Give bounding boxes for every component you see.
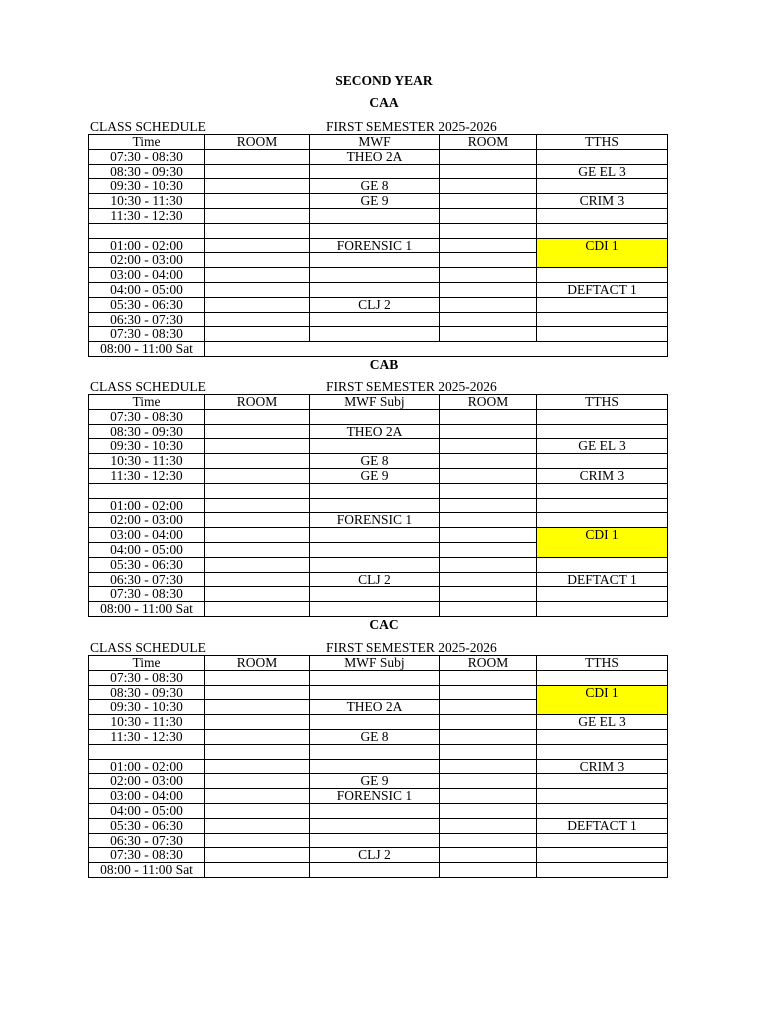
time-cell: 06:30 - 07:30 [89, 312, 205, 327]
room-cell [440, 253, 537, 268]
tths-subject-cell: GE EL 3 [537, 715, 668, 730]
room-cell [440, 208, 537, 223]
table-row [89, 774, 668, 789]
room-cell [205, 759, 310, 774]
tths-subject-cell [537, 729, 668, 744]
table-row [89, 803, 668, 818]
tths-subject-cell [537, 179, 668, 194]
room-cell [205, 223, 310, 238]
room-cell [205, 439, 310, 454]
mwf-subject-cell [310, 327, 440, 342]
mwf-subject-cell [310, 282, 440, 297]
room-cell [440, 587, 537, 602]
mwf-subject-cell [310, 409, 440, 424]
room-cell [205, 774, 310, 789]
mwf-subject-cell [310, 685, 440, 700]
table-header-row [89, 395, 668, 410]
tths-subject-cell: DEFTACT 1 [537, 818, 668, 833]
time-cell: 07:30 - 08:30 [89, 670, 205, 685]
tths-subject-cell: GE EL 3 [537, 439, 668, 454]
room-cell [205, 863, 310, 878]
table-row [89, 685, 668, 700]
time-cell: 08:30 - 09:30 [89, 424, 205, 439]
room-cell [440, 715, 537, 730]
table-row [89, 268, 668, 283]
tths-subject-cell: CDI 1 [537, 528, 668, 558]
tths-subject-cell: DEFTACT 1 [537, 572, 668, 587]
time-cell [89, 223, 205, 238]
tths-subject-cell: CRIM 3 [537, 468, 668, 483]
time-cell: 08:00 - 11:00 Sat [89, 863, 205, 878]
table-row [89, 863, 668, 878]
room-cell [440, 179, 537, 194]
time-cell: 05:30 - 06:30 [89, 818, 205, 833]
tths-subject-cell [537, 297, 668, 312]
page-title: SECOND YEAR [335, 73, 433, 88]
room-cell [205, 468, 310, 483]
tths-subject-cell: DEFTACT 1 [537, 282, 668, 297]
column-header: MWF Subj [310, 395, 440, 410]
room-cell [440, 439, 537, 454]
table-row [89, 483, 668, 498]
tths-subject-cell [537, 602, 668, 617]
time-cell [89, 483, 205, 498]
room-cell [205, 164, 310, 179]
class-schedule-label: CLASS SCHEDULE [90, 640, 206, 655]
mwf-subject-cell [310, 483, 440, 498]
room-cell [440, 700, 537, 715]
table-row [89, 312, 668, 327]
class-schedule-label: CLASS SCHEDULE [90, 379, 206, 394]
room-cell [205, 179, 310, 194]
column-header: MWF Subj [310, 656, 440, 671]
mwf-subject-cell [310, 744, 440, 759]
table-header-row [89, 135, 668, 150]
mwf-subject-cell: THEO 2A [310, 424, 440, 439]
room-cell [205, 833, 310, 848]
class-schedule-label: CLASS SCHEDULE [90, 119, 206, 134]
mwf-subject-cell: GE 8 [310, 729, 440, 744]
time-cell: 09:30 - 10:30 [89, 179, 205, 194]
table-row [89, 208, 668, 223]
room-cell [440, 685, 537, 700]
room-cell [205, 268, 310, 283]
room-cell [440, 468, 537, 483]
column-header: MWF [310, 135, 440, 150]
column-header: ROOM [440, 656, 537, 671]
room-cell [440, 818, 537, 833]
time-cell: 02:00 - 03:00 [89, 774, 205, 789]
tths-subject-cell [537, 327, 668, 342]
schedule-table [88, 394, 668, 617]
room-cell [440, 327, 537, 342]
column-header: ROOM [205, 656, 310, 671]
tths-subject-cell [537, 424, 668, 439]
room-cell [440, 848, 537, 863]
tths-subject-cell [537, 409, 668, 424]
time-cell: 04:00 - 05:00 [89, 282, 205, 297]
room-cell [440, 483, 537, 498]
table-row [89, 833, 668, 848]
tths-subject-cell [537, 498, 668, 513]
mwf-subject-cell: GE 8 [310, 454, 440, 469]
table-row [89, 513, 668, 528]
room-cell [440, 268, 537, 283]
time-cell: 09:30 - 10:30 [89, 439, 205, 454]
room-cell [440, 670, 537, 685]
mwf-subject-cell [310, 498, 440, 513]
mwf-subject-cell [310, 818, 440, 833]
room-cell [440, 454, 537, 469]
tths-subject-cell: CDI 1 [537, 238, 668, 268]
tths-subject-cell: CRIM 3 [537, 759, 668, 774]
table-row [89, 789, 668, 804]
time-cell: 03:00 - 04:00 [89, 789, 205, 804]
section-title: CAB [369, 357, 399, 372]
time-cell: 01:00 - 02:00 [89, 759, 205, 774]
mwf-subject-cell [310, 670, 440, 685]
room-cell [205, 848, 310, 863]
semester-label: FIRST SEMESTER 2025-2026 [326, 379, 497, 394]
time-cell: 08:00 - 11:00 Sat [89, 342, 205, 357]
table-header-row [89, 656, 668, 671]
time-cell: 01:00 - 02:00 [89, 498, 205, 513]
mwf-subject-cell [310, 164, 440, 179]
room-cell [205, 454, 310, 469]
tths-subject-cell [537, 744, 668, 759]
table-row [89, 454, 668, 469]
table-row [89, 194, 668, 209]
mwf-subject-cell: FORENSIC 1 [310, 513, 440, 528]
mwf-subject-cell: THEO 2A [310, 700, 440, 715]
table-row [89, 439, 668, 454]
room-cell [205, 409, 310, 424]
tths-subject-cell [537, 223, 668, 238]
tths-subject-cell [537, 587, 668, 602]
tths-subject-cell [537, 774, 668, 789]
time-cell: 07:30 - 08:30 [89, 848, 205, 863]
room-cell [440, 528, 537, 543]
time-cell: 08:30 - 09:30 [89, 164, 205, 179]
room-cell [205, 238, 310, 253]
table-row [89, 238, 668, 253]
mwf-subject-cell: GE 9 [310, 468, 440, 483]
room-cell [205, 483, 310, 498]
room-cell [440, 164, 537, 179]
room-cell [205, 685, 310, 700]
mwf-subject-cell [310, 528, 440, 543]
table-row [89, 729, 668, 744]
tths-subject-cell [537, 483, 668, 498]
time-cell: 11:30 - 12:30 [89, 468, 205, 483]
room-cell [440, 238, 537, 253]
time-cell: 08:00 - 11:00 Sat [89, 602, 205, 617]
time-cell: 03:00 - 04:00 [89, 528, 205, 543]
room-cell [205, 670, 310, 685]
mwf-subject-cell [310, 587, 440, 602]
column-header: TTHS [537, 395, 668, 410]
table-row [89, 557, 668, 572]
room-cell [205, 715, 310, 730]
room-cell [440, 759, 537, 774]
tths-subject-cell [537, 557, 668, 572]
tths-subject-cell [537, 268, 668, 283]
room-cell [440, 297, 537, 312]
mwf-subject-cell [310, 253, 440, 268]
mwf-subject-cell: FORENSIC 1 [310, 238, 440, 253]
column-header: ROOM [440, 395, 537, 410]
time-cell: 07:30 - 08:30 [89, 587, 205, 602]
merged-cell [205, 342, 668, 357]
room-cell [440, 729, 537, 744]
table-row [89, 327, 668, 342]
mwf-subject-cell: GE 9 [310, 774, 440, 789]
mwf-subject-cell [310, 268, 440, 283]
mwf-subject-cell [310, 863, 440, 878]
tths-subject-cell [537, 454, 668, 469]
column-header: ROOM [205, 135, 310, 150]
room-cell [205, 327, 310, 342]
room-cell [440, 513, 537, 528]
room-cell [205, 803, 310, 818]
mwf-subject-cell: CLJ 2 [310, 572, 440, 587]
section-title: CAA [369, 95, 399, 110]
column-header: Time [89, 656, 205, 671]
room-cell [205, 744, 310, 759]
table-row [89, 572, 668, 587]
room-cell [440, 833, 537, 848]
time-cell: 06:30 - 07:30 [89, 572, 205, 587]
room-cell [205, 572, 310, 587]
semester-label: FIRST SEMESTER 2025-2026 [326, 640, 497, 655]
mwf-subject-cell [310, 208, 440, 223]
table-row [89, 179, 668, 194]
mwf-subject-cell [310, 439, 440, 454]
room-cell [205, 557, 310, 572]
schedule-table [88, 655, 668, 878]
room-cell [205, 729, 310, 744]
mwf-subject-cell: CLJ 2 [310, 848, 440, 863]
table-row [89, 164, 668, 179]
room-cell [205, 312, 310, 327]
room-cell [205, 253, 310, 268]
room-cell [205, 208, 310, 223]
time-cell: 01:00 - 02:00 [89, 238, 205, 253]
room-cell [205, 700, 310, 715]
tths-subject-cell [537, 149, 668, 164]
column-header: Time [89, 395, 205, 410]
tths-subject-cell [537, 312, 668, 327]
room-cell [440, 557, 537, 572]
room-cell [440, 498, 537, 513]
schedule-table [88, 134, 668, 357]
room-cell [440, 424, 537, 439]
room-cell [205, 498, 310, 513]
room-cell [205, 528, 310, 543]
time-cell: 07:30 - 08:30 [89, 327, 205, 342]
room-cell [440, 789, 537, 804]
time-cell: 04:00 - 05:00 [89, 803, 205, 818]
table-row [89, 744, 668, 759]
time-cell: 03:00 - 04:00 [89, 268, 205, 283]
table-row [89, 342, 668, 357]
table-row [89, 759, 668, 774]
table-row [89, 848, 668, 863]
semester-label: FIRST SEMESTER 2025-2026 [326, 119, 497, 134]
mwf-subject-cell: FORENSIC 1 [310, 789, 440, 804]
room-cell [440, 803, 537, 818]
room-cell [205, 587, 310, 602]
mwf-subject-cell [310, 557, 440, 572]
tths-subject-cell: CRIM 3 [537, 194, 668, 209]
room-cell [440, 774, 537, 789]
time-cell: 10:30 - 11:30 [89, 454, 205, 469]
time-cell: 08:30 - 09:30 [89, 685, 205, 700]
column-header: ROOM [440, 135, 537, 150]
tths-subject-cell [537, 863, 668, 878]
tths-subject-cell [537, 789, 668, 804]
room-cell [440, 863, 537, 878]
room-cell [440, 572, 537, 587]
time-cell: 04:00 - 05:00 [89, 542, 205, 557]
room-cell [440, 194, 537, 209]
time-cell: 09:30 - 10:30 [89, 700, 205, 715]
table-row [89, 528, 668, 543]
time-cell: 02:00 - 03:00 [89, 253, 205, 268]
time-cell: 06:30 - 07:30 [89, 833, 205, 848]
mwf-subject-cell [310, 803, 440, 818]
room-cell [440, 602, 537, 617]
time-cell: 10:30 - 11:30 [89, 715, 205, 730]
table-row [89, 468, 668, 483]
mwf-subject-cell [310, 715, 440, 730]
table-row [89, 297, 668, 312]
room-cell [440, 223, 537, 238]
mwf-subject-cell: GE 9 [310, 194, 440, 209]
room-cell [205, 513, 310, 528]
tths-subject-cell: GE EL 3 [537, 164, 668, 179]
room-cell [205, 297, 310, 312]
table-row [89, 282, 668, 297]
room-cell [205, 602, 310, 617]
time-cell: 11:30 - 12:30 [89, 208, 205, 223]
time-cell: 05:30 - 06:30 [89, 557, 205, 572]
table-row [89, 409, 668, 424]
column-header: TTHS [537, 656, 668, 671]
time-cell: 11:30 - 12:30 [89, 729, 205, 744]
time-cell: 10:30 - 11:30 [89, 194, 205, 209]
room-cell [440, 282, 537, 297]
time-cell: 02:00 - 03:00 [89, 513, 205, 528]
room-cell [205, 424, 310, 439]
mwf-subject-cell [310, 759, 440, 774]
mwf-subject-cell [310, 833, 440, 848]
table-row [89, 498, 668, 513]
room-cell [440, 744, 537, 759]
mwf-subject-cell [310, 542, 440, 557]
room-cell [205, 194, 310, 209]
time-cell: 07:30 - 08:30 [89, 149, 205, 164]
table-row [89, 602, 668, 617]
room-cell [440, 542, 537, 557]
tths-subject-cell [537, 833, 668, 848]
table-row [89, 424, 668, 439]
table-row [89, 670, 668, 685]
tths-subject-cell [537, 848, 668, 863]
mwf-subject-cell: GE 8 [310, 179, 440, 194]
table-row [89, 223, 668, 238]
table-row [89, 149, 668, 164]
mwf-subject-cell [310, 602, 440, 617]
room-cell [205, 149, 310, 164]
column-header: ROOM [205, 395, 310, 410]
room-cell [440, 409, 537, 424]
time-cell: 05:30 - 06:30 [89, 297, 205, 312]
room-cell [440, 149, 537, 164]
mwf-subject-cell: THEO 2A [310, 149, 440, 164]
tths-subject-cell [537, 208, 668, 223]
table-row [89, 715, 668, 730]
table-row [89, 587, 668, 602]
mwf-subject-cell [310, 312, 440, 327]
room-cell [205, 818, 310, 833]
room-cell [205, 542, 310, 557]
time-cell [89, 744, 205, 759]
room-cell [205, 789, 310, 804]
column-header: Time [89, 135, 205, 150]
section-title: CAC [369, 617, 399, 632]
tths-subject-cell: CDI 1 [537, 685, 668, 715]
mwf-subject-cell [310, 223, 440, 238]
room-cell [440, 312, 537, 327]
tths-subject-cell [537, 803, 668, 818]
column-header: TTHS [537, 135, 668, 150]
mwf-subject-cell: CLJ 2 [310, 297, 440, 312]
time-cell: 07:30 - 08:30 [89, 409, 205, 424]
tths-subject-cell [537, 513, 668, 528]
table-row [89, 818, 668, 833]
room-cell [205, 282, 310, 297]
tths-subject-cell [537, 670, 668, 685]
